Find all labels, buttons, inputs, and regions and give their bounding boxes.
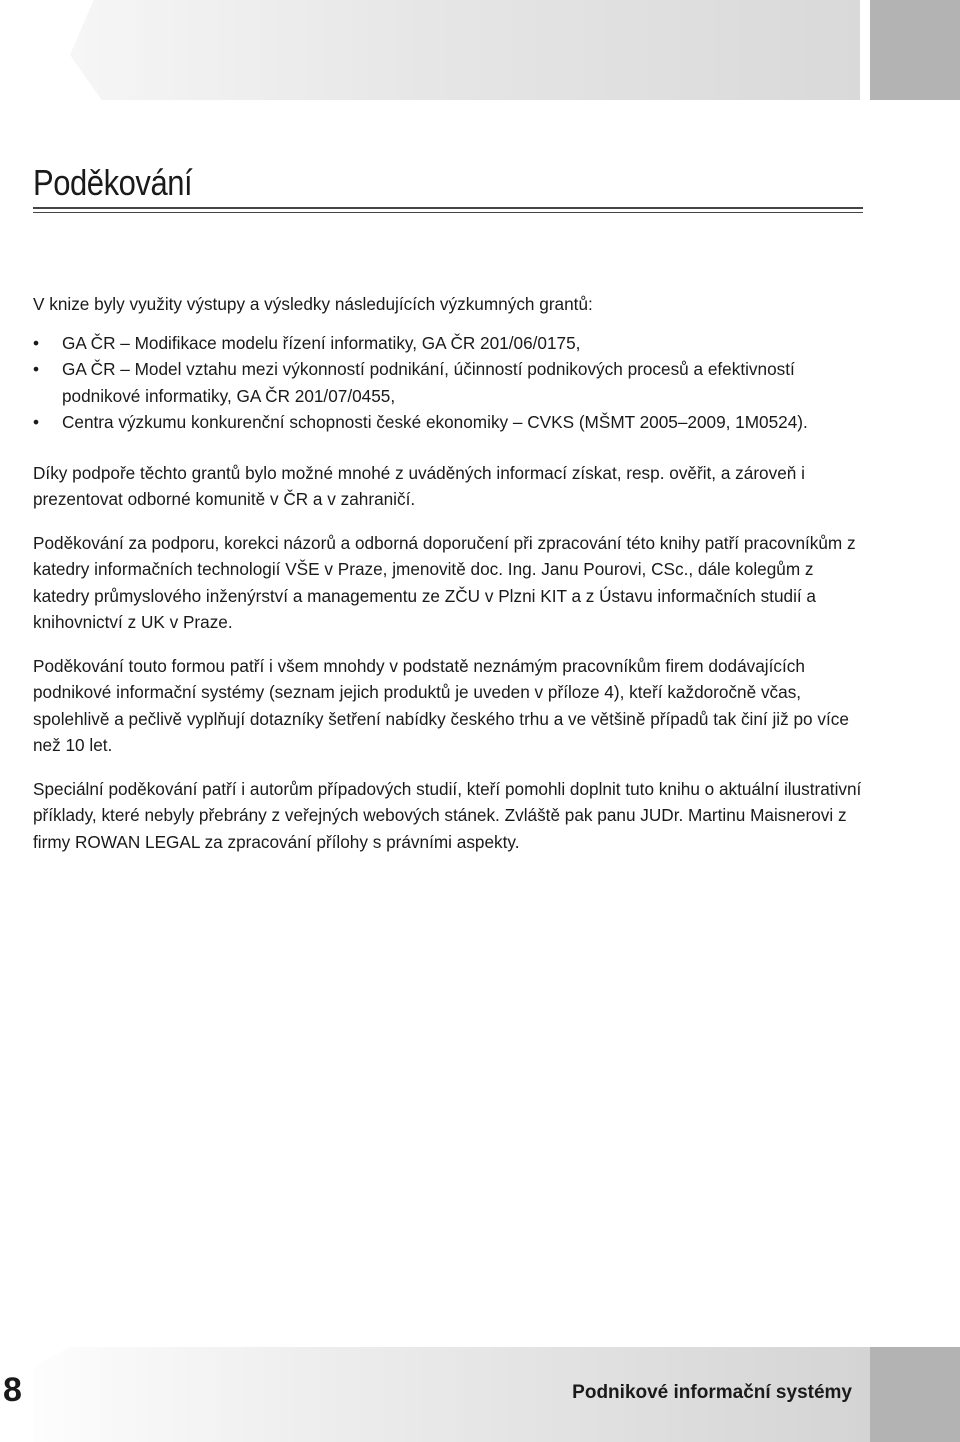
paragraph: Poděkování touto formou patří i všem mnohdy v podstatě neznámým pracovníkům firem dodávajících podnikové informační systémy (seznam jejich produktů je uveden v příloze 4), kteří každoročně včas, spolehlivě a pečlivě vyplňují dotazníky šetření nabídky českého trhu a ve většině případů tak činí již po více než 10 let. [33,655,849,755]
list-item [33,330,863,357]
page-heading: Poděkování [33,162,193,203]
list-item [33,409,863,436]
list-item [33,356,863,409]
grant-text: GA ČR – Model vztahu mezi výkonností podnikání, účinností podnikových procesů a efektivností podnikové informatiky, GA ČR 201/07/0455, [62,359,795,406]
grant-text: Centra výzkumu konkurenční schopnosti české ekonomiky – CVKS (MŠMT 2005–2009, 1M0524). [62,412,808,432]
page-number: 8 [3,1371,22,1409]
bullet-icon: • [33,359,40,379]
heading-rule-thin [33,212,863,213]
footer-corner-tab [870,1347,960,1442]
header-decoration-band [70,0,860,100]
paragraph: Speciální poděkování patří i autorům případových studií, kteří pomohli doplnit tuto knihu o aktuální ilustrativní příklady, které nebyly přebrány z veřejných webových stánek. Zvláště pak panu JUDr. Martinu Maisnerovi z firmy ROWAN LEGAL za zpracování přílohy s právními aspekty. [33,778,862,852]
heading-rule [33,207,863,209]
grant-text: GA ČR – Modifikace modelu řízení informatiky, GA ČR 201/06/0175, [62,332,581,353]
page-content [33,291,863,872]
paragraph: Díky podpoře těchto grantů bylo možné mnohé z uváděných informací získat, resp. ověřit, a zároveň i prezentovat odborné komunitě v ČR a v zahraničí. [33,462,805,509]
grant-list [33,330,863,436]
bullet-icon: • [33,412,40,432]
book-title: Podnikové informační systémy [572,1382,852,1403]
intro-text: V knize byly využity výstupy a výsledky následujících výzkumných grantů: [33,294,593,314]
header-corner-tab [870,0,960,100]
paragraph: Poděkování za podporu, korekci názorů a odborná doporučení při zpracování této knihy patří pracovníkům z katedry informačních technologií VŠE v Praze, jmenovitě doc. Ing. Janu Pourovi, CSc., dále kolegům z katedry průmyslového inženýrství a managementu ze ZČU v Plzni KIT a z Ústavu informačních studií a knihovnictví z UK v Praze. [33,532,856,632]
bullet-icon: • [33,332,40,353]
